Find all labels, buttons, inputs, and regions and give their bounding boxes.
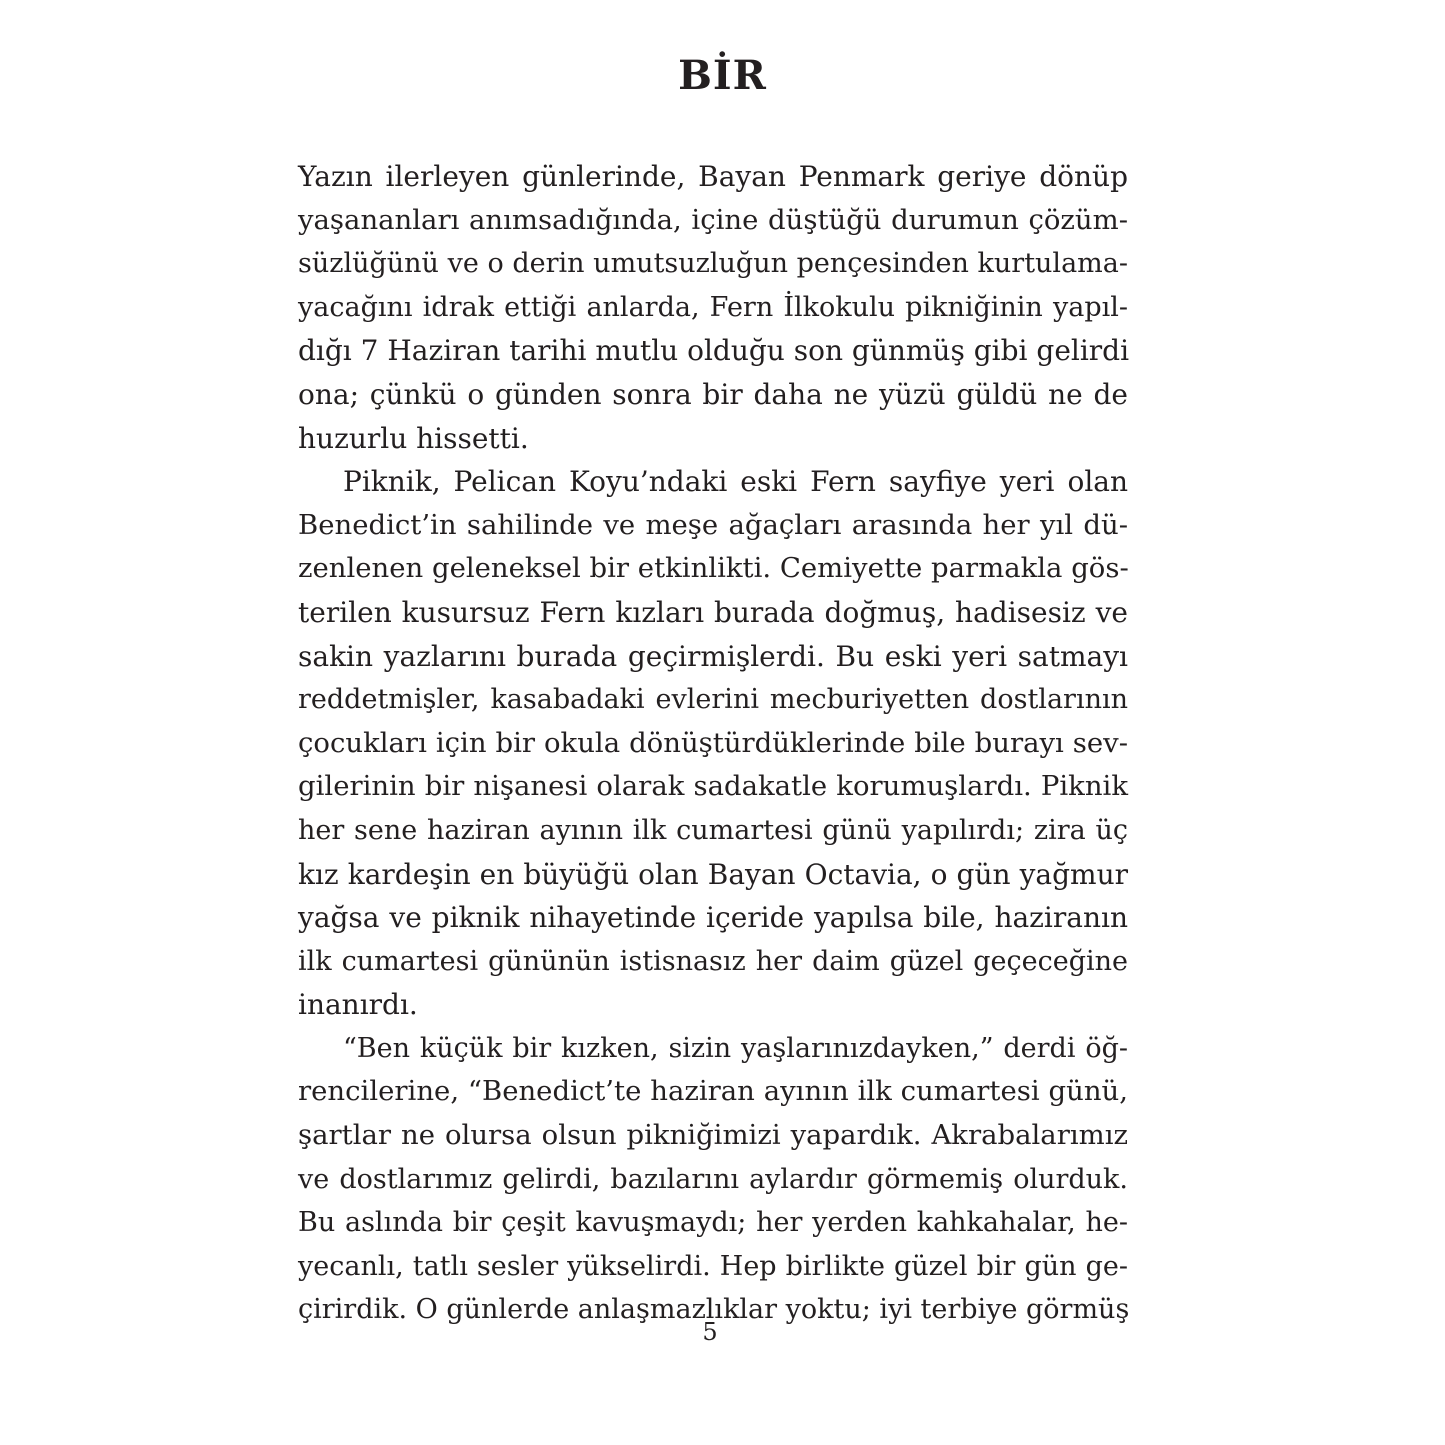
text-line: yağsa ve piknik nihayetinde içeride yapılsa bile, haziranın: [298, 901, 1128, 935]
text-line: çirirdik. O günlerde anlaşmazlıklar yoktu; iyi terbiye görmüş: [298, 1294, 1130, 1326]
body-text: [298, 155, 1128, 1332]
text-line: sakin yazlarını burada geçirmişlerdi. Bu eski yeri satmayı: [298, 639, 1128, 673]
page-number: 5: [702, 1318, 718, 1346]
text-line: zenlenen geleneksel bir etkinlikti. Cemiyette parmakla gös-: [298, 552, 1129, 585]
text-line: yaşananları anımsadığında, içine düştüğü durumun çözüm-: [298, 203, 1128, 236]
text-line: kız kardeşin en büyüğü olan Bayan Octavia, o gün yağmur: [298, 857, 1128, 891]
text-line: her sene haziran ayının ilk cumartesi günü yapılırdı; zira üç: [298, 814, 1128, 846]
text-line: Piknik, Pelican Koyu’ndaki eski Fern sayfiye yeri olan: [343, 465, 1128, 499]
text-line: huzurlu hissetti.: [298, 421, 529, 455]
text-line: inanırdı.: [298, 988, 418, 1022]
text-line: çocukları için bir okula dönüştürdüklerinde bile burayı sev-: [298, 726, 1128, 759]
text-line: gilerinin bir nişanesi olarak sadakatle korumuşlardı. Piknik: [298, 770, 1128, 803]
text-line: reddetmişler, kasabadaki evlerini mecburiyetten dostlarının: [298, 684, 1128, 716]
text-line: Benedict’in sahilinde ve meşe ağaçları arasında her yıl dü-: [298, 508, 1128, 541]
text-line: ve dostlarımız gelirdi, bazılarını aylardır görmemiş olurduk.: [298, 1163, 1128, 1195]
text-line: terilen kusursuz Fern kızları burada doğmuş, hadisesiz ve: [298, 595, 1128, 629]
text-line: ilk cumartesi gününün istisnasız her daim güzel geçeceğine: [298, 945, 1128, 977]
text-line: Yazın ilerleyen günlerinde, Bayan Penmark geriye dönüp: [298, 160, 1128, 193]
text-line: “Ben küçük bir kızken, sizin yaşlarınızdayken,” derdi öğ-: [343, 1032, 1128, 1064]
text-line: ona; çünkü o günden sonra bir daha ne yüzü güldü ne de: [298, 377, 1128, 411]
text-line: dığı 7 Haziran tarihi mutlu olduğu son günmüş gibi gelirdi: [298, 334, 1130, 368]
text-line: şartlar ne olursa olsun pikniğimizi yapardık. Akrabalarımız: [298, 1119, 1128, 1152]
chapter-title: BİR: [678, 52, 767, 99]
paragraph-1: [298, 155, 1128, 460]
paragraph-2: [298, 460, 1128, 1027]
text-line: yacağını idrak ettiği anlarda, Fern İlkokulu pikniğinin yapıl-: [298, 291, 1128, 323]
text-line: yecanlı, tatlı sesler yükselirdi. Hep birlikte güzel bir gün ge-: [298, 1250, 1128, 1282]
text-line: Bu aslında bir çeşit kavuşmaydı; her yerden kahkahalar, he-: [298, 1207, 1128, 1239]
paragraph-3: [298, 1027, 1128, 1332]
text-line: süzlüğünü ve o derin umutsuzluğun pençesinden kurtulama-: [298, 248, 1128, 280]
text-line: rencilerine, “Benedict’te haziran ayının ilk cumartesi günü,: [298, 1075, 1128, 1108]
